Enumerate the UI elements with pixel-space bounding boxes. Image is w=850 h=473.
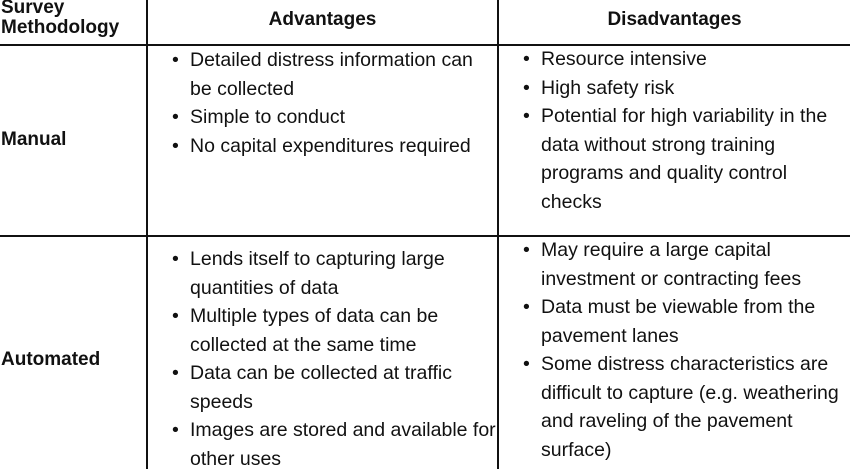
list-item: • High safety risk [499,74,850,103]
automated-disadvantages-list [499,236,850,464]
header-survey-methodology: Survey Methodology [1,0,120,38]
list-item: • Data must be viewable from the pavement lanes [499,293,850,350]
list-item: • Some distress characteristics are difficult to capture (e.g. weathering and raveling of the pavement surface) [499,350,850,464]
list-item: • Simple to conduct [148,103,496,132]
manual-advantages-list [148,46,496,160]
list-item: • Images are stored and available for other uses [148,416,496,473]
manual-disadvantages-list [499,45,850,216]
manual-disadvantages-cell [499,45,850,216]
list-item: • Multiple types of data can be collected at the same time [148,302,496,359]
list-item: • Detailed distress information can be collected [148,46,496,103]
list-item: • No capital expenditures required [148,132,496,161]
manual-advantages-cell [148,46,496,160]
automated-disadvantages-cell [499,236,850,464]
header-disadvantages: Disadvantages [607,9,742,30]
row-label-automated: Automated [1,349,101,370]
automated-advantages-list [148,245,496,473]
list-item: • Lends itself to capturing large quantities of data [148,245,496,302]
automated-advantages-cell [148,245,496,473]
row-label-manual: Manual [1,129,67,150]
list-item: • May require a large capital investment or contracting fees [499,236,850,293]
list-item: • Potential for high variability in the data without strong training programs and quality control checks [499,102,850,216]
list-item: • Resource intensive [499,45,850,74]
header-advantages: Advantages [268,9,377,30]
list-item: • Data can be collected at traffic speeds [148,359,496,416]
